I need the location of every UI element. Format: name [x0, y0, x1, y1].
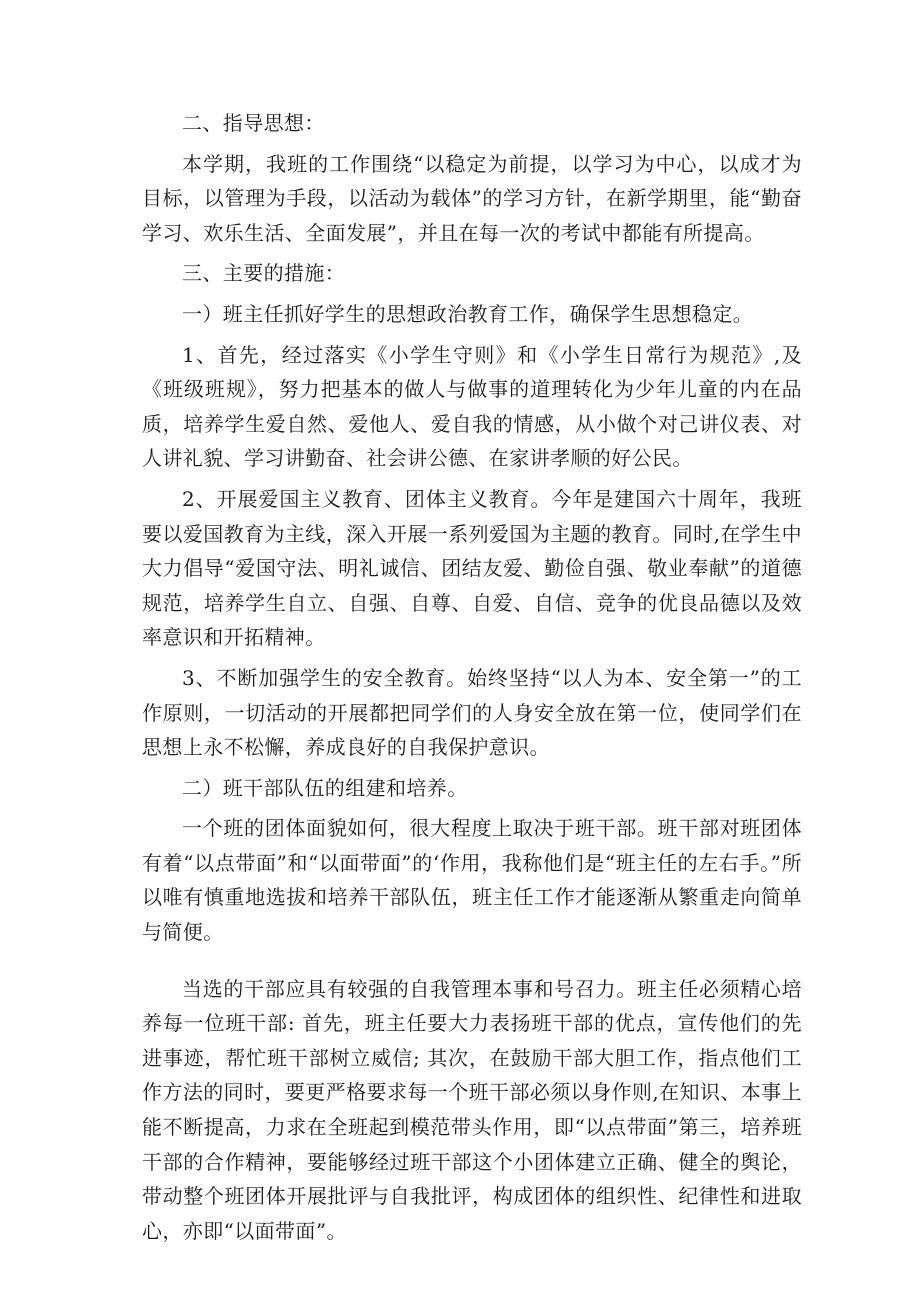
paragraph-measure-1: 1、首先，经过落实《小学生守则》和《小学生日常行为规范》,及《班级班规》，努力把基本的做人与做事的道理转化为少年儿童的内在品质，培养学生爱自然、爱他人、爱自我的情感，从小做个对己讲仪表、对人讲礼貌、学习讲勤奋、社会讲公德、在家讲孝顺的好公民。: [142, 342, 802, 471]
paragraph-guiding-thought: 本学期，我班的工作围绕“以稳定为前提，以学习为中心，以成才为目标，以管理为手段，以活动为载体”的学习方针，在新学期里，能“勤奋学习、欢乐生活、全面发展”，并且在每一次的考试中都能有所提高。: [142, 151, 802, 245]
paragraph-class-cadres: 一个班的团体面貌如何，很大程度上取决于班干部。班干部对班团体有着“以点带面”和“以面带面”的‘作用，我称他们是“班主任的左右手。”所以唯有慎重地选拔和培养干部队伍，班主任工作才能逐渐从繁重走向简单与简便。: [142, 816, 802, 945]
subheading-ideological-education: 一）班主任抓好学生的思想政治教育工作，确保学生思想稳定。: [182, 301, 754, 326]
section-heading-guiding-thought: 二、指导思想：: [182, 111, 325, 135]
paragraph-measure-2: 2、开展爱国主义教育、团体主义教育。今年是建国六十周年，我班要以爱国教育为主线，深入开展一系列爱国为主题的教育。同时,在学生中大力倡导“爱国守法、明礼诚信、团结友爱、勤俭自强、敬业奉献”的道德规范，培养学生自立、自强、自尊、自爱、自信、竞争的优良品德以及效率意识和开拓精神。: [142, 486, 802, 650]
section-heading-main-measures: 三、主要的措施：: [182, 261, 346, 286]
document-body: [142, 106, 802, 1248]
paragraph-measure-3: 3、不断加强学生的安全教育。始终坚持“以人为本、安全第一”的工作原则，一切活动的开展都把同学们的人身安全放在第一位，使同学们在思想上永不松懈，养成良好的自我保护意识。: [142, 665, 802, 760]
paragraph-cadre-training: 当选的干部应具有较强的自我管理本事和号召力。班主任必须精心培养每一位班干部: 首先，班主任要大力表扬班干部的优点，宣传他们的先进事迹，帮忙班干部树立威信; 其次，在鼓励干部大胆工作，指点他们工作方法的同时，要更严格要求每一个班干部必须以身作则,在知识、本事上能不断提高，力求在全班起到模范带头作用，即“以点带面”第三，培养班干部的合作精神，要能够经过班干部这个小团体建立正确、健全的舆论，带动整个班团体开展批评与自我批评，构成团体的组织性、纪律性和进取心，亦即“以面带面”。: [142, 976, 802, 1243]
subheading-class-cadres: 二）班干部队伍的组建和培养。: [182, 775, 468, 800]
